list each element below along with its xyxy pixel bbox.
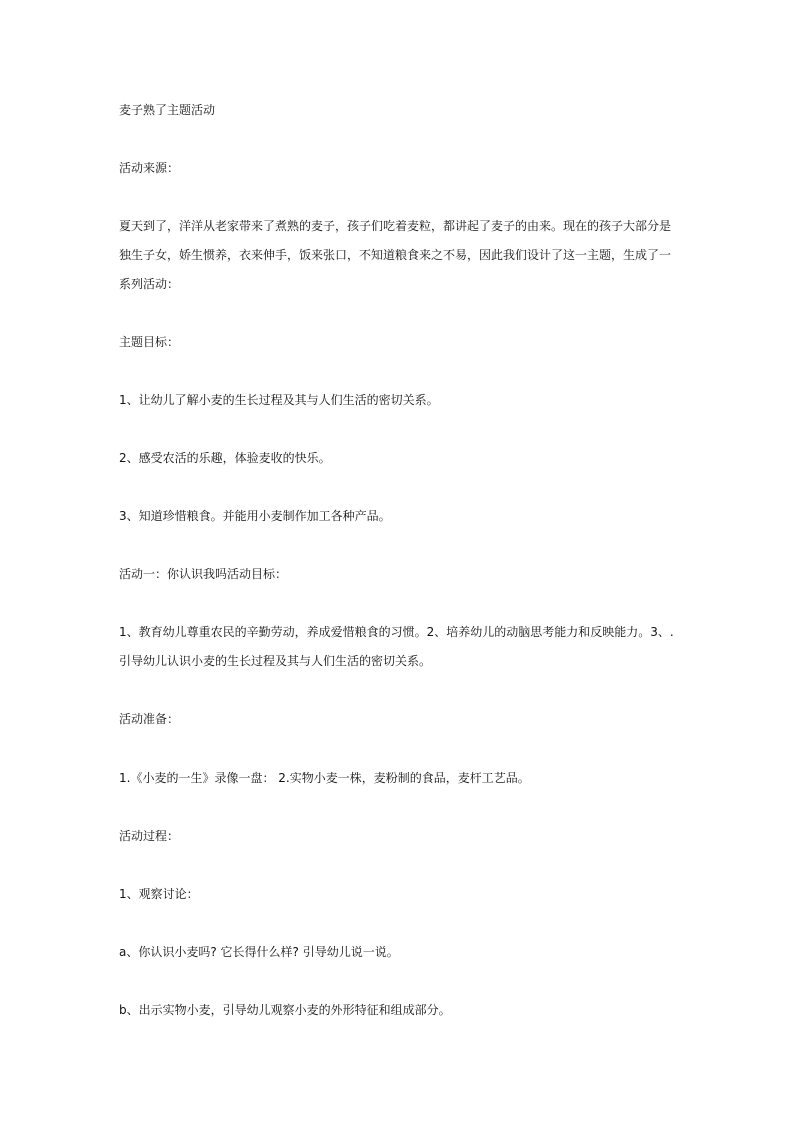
prep-heading: 活动准备： <box>119 712 180 726</box>
activity1-goal-line: 引导幼儿认识小麦的生长过程及其与人们生活的密切关系。 <box>119 654 432 668</box>
source-line: 独生子女，娇生惯养，衣来伸手，饭来张口，不知道粮食来之不易，因此我们设计了这一主题，生成了一 <box>119 248 672 262</box>
source-heading: 活动来源： <box>119 161 180 175</box>
process-heading: 活动过程： <box>119 829 180 843</box>
source-line: 系列活动： <box>119 277 180 291</box>
process-substep: a、你认识小麦吗? 它长得什么样? 引导幼儿说一说。 <box>119 945 399 959</box>
process-step: 1、观察讨论： <box>119 887 199 901</box>
activity1-goals <box>119 618 679 676</box>
source-line: 夏天到了，洋洋从老家带来了煮熟的麦子，孩子们吃着麦粒，都讲起了麦子的由来。现在的孩子大部分是 <box>119 219 672 233</box>
goal-item: 3、知道珍惜粮食。并能用小麦制作加工各种产品。 <box>119 509 391 523</box>
activity1-heading: 活动一：你认识我吗活动目标： <box>119 567 288 581</box>
document-title: 麦子熟了主题活动 <box>119 103 216 117</box>
goals-heading: 主题目标： <box>119 335 180 349</box>
process-substep: b、出示实物小麦，引导幼儿观察小麦的外形特征和组成部分。 <box>119 1003 451 1017</box>
goal-item: 1、让幼儿了解小麦的生长过程及其与人们生活的密切关系。 <box>119 393 439 407</box>
activity1-goal-line: 1、教育幼儿尊重农民的辛勤劳动，养成爱惜粮食的习惯。2、培养幼儿的动脑思考能力和反映能力。3、. <box>119 625 674 639</box>
goal-item: 2、感受农活的乐趣，体验麦收的快乐。 <box>119 451 331 465</box>
source-paragraph <box>119 212 679 299</box>
prep-text: 1.《小麦的一生》录像一盘： 2.实物小麦一株，麦粉制的食品，麦杆工艺品。 <box>119 771 530 785</box>
